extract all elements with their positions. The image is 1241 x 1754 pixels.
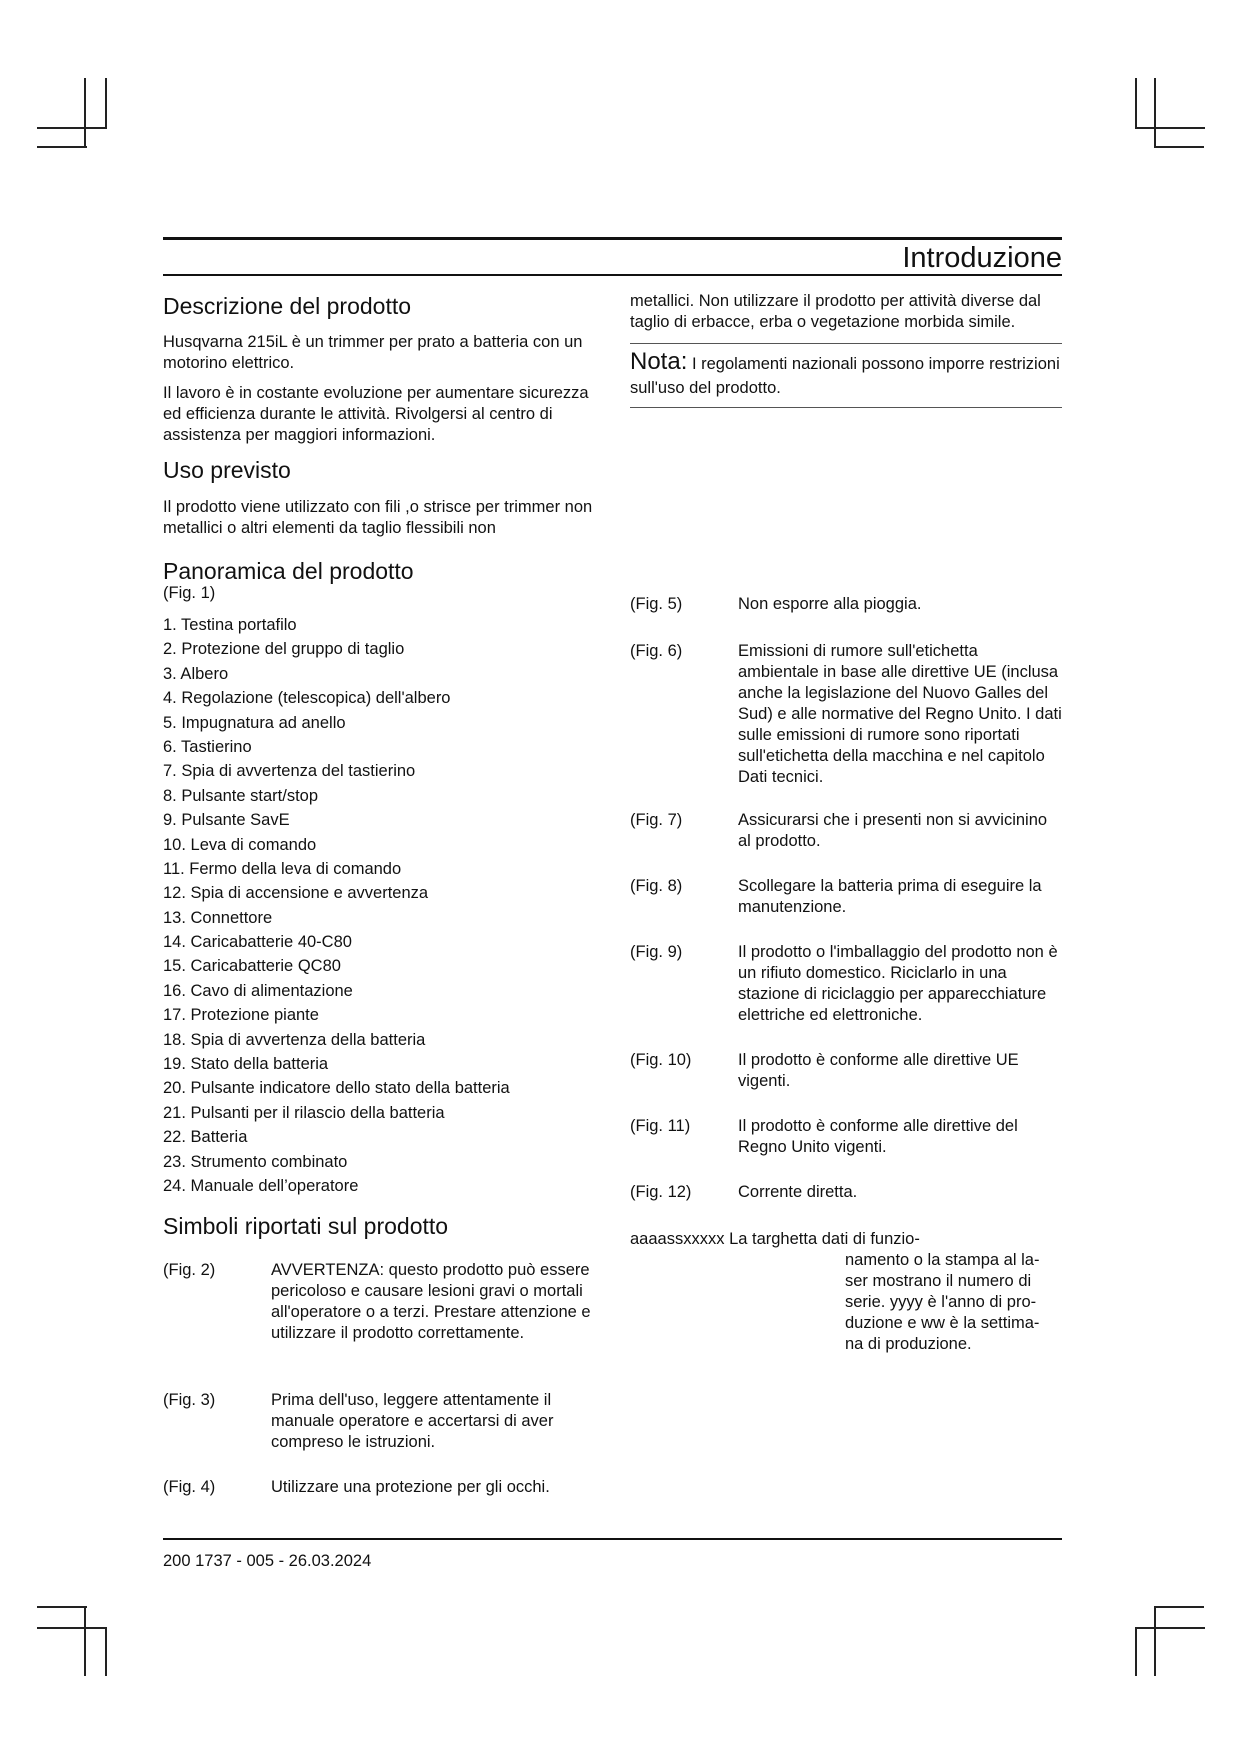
description-section [163, 292, 593, 446]
crop-mark-bottom-left-h2 [37, 1627, 107, 1629]
note-top-rule [630, 343, 1062, 344]
list-item: 14. Caricabatterie 40-C80 [163, 933, 352, 952]
description-heading: Descrizione del prodotto [163, 293, 412, 319]
symbol-entry-fig-3 [163, 1390, 593, 1453]
symbol-description: Il prodotto è conforme alle direttive UE vigenti. [738, 1051, 1019, 1090]
list-item: 17. Protezione piante [163, 1006, 319, 1025]
list-item: 20. Pulsante indicatore dello stato della batteria [163, 1079, 510, 1098]
list-item: 3. Albero [163, 664, 229, 683]
list-item: 6. Tastierino [163, 737, 252, 756]
intended-use-continued [630, 291, 1062, 333]
footer-rule [163, 1538, 1062, 1540]
symbol-fig-ref: (Fig. 7) [630, 811, 683, 829]
symbol-description: Prima dell'uso, leggere attentamente il manuale operatore e accertarsi di aver compreso le istruzioni. [271, 1391, 554, 1451]
crop-mark-top-left-v1 [84, 78, 86, 146]
description-paragraph-2: Il lavoro è in costante evoluzione per aumentare sicurezza ed efficienza durante le attività. Rivolgersi al centro di assistenza per maggiori informazioni. [163, 384, 589, 444]
symbol-entry-fig-8 [630, 876, 1062, 918]
symbol-entry-fig-6 [630, 641, 1062, 788]
intended-use-section [163, 456, 593, 539]
symbol-fig-ref: (Fig. 10) [630, 1051, 692, 1069]
symbol-entry-fig-4 [163, 1477, 593, 1498]
crop-mark-top-right-h1 [1135, 127, 1205, 129]
overview-list [163, 613, 593, 1198]
intended-use-continued-text: metallici. Non utilizzare il prodotto per attività diverse dal taglio di erbacce, erba o vegetazione morbida simile. [630, 292, 1041, 331]
symbol-fig-ref: (Fig. 3) [163, 1391, 216, 1409]
list-item: 13. Connettore [163, 908, 273, 927]
list-item: 15. Caricabatterie QC80 [163, 957, 341, 976]
crop-mark-bottom-right-v1 [1154, 1606, 1156, 1676]
list-item: 22. Batteria [163, 1128, 248, 1147]
note-bottom-rule [630, 407, 1062, 408]
serial-first-line: La targhetta dati di funzio- [729, 1230, 920, 1248]
list-item: 12. Spia di accensione e avvertenza [163, 884, 429, 903]
list-item: 24. Manuale dell’operatore [163, 1176, 359, 1195]
header-bottom-rule [163, 274, 1062, 276]
list-item: 8. Pulsante start/stop [163, 786, 319, 805]
symbol-entry-fig-5 [630, 594, 1062, 615]
symbol-description: Non esporre alla pioggia. [738, 595, 922, 613]
symbol-entry-fig-2 [163, 1260, 593, 1344]
list-item: 1. Testina portafilo [163, 616, 297, 634]
crop-mark-top-right-h2 [1154, 146, 1204, 148]
symbol-fig-ref: (Fig. 2) [163, 1261, 216, 1279]
list-item: 5. Impugnatura ad anello [163, 713, 346, 732]
footer-doc-id: 200 1737 - 005 - 26.03.2024 [163, 1552, 372, 1570]
list-item: 19. Stato della batteria [163, 1055, 329, 1074]
list-item: 23. Strumento combinato [163, 1152, 348, 1171]
symbol-description: AVVERTENZA: questo prodotto può essere pericoloso e causare lesioni gravi o mortali all'operatore o a terzi. Prestare attenzione e utilizzare il prodotto correttamente. [271, 1261, 591, 1342]
symbol-entry-fig-12 [630, 1182, 1062, 1203]
symbol-fig-ref: (Fig. 6) [630, 642, 683, 660]
crop-mark-bottom-left-v2 [105, 1627, 107, 1676]
symbol-fig-ref: (Fig. 9) [630, 943, 683, 961]
symbol-entry-fig-7 [630, 810, 1062, 852]
crop-mark-top-right-v1 [1135, 78, 1137, 128]
serial-code: aaaassxxxxx [630, 1230, 725, 1248]
symbol-description: Il prodotto o l'imballaggio del prodotto non è un rifiuto domestico. Riciclarlo in una stazione di riciclaggio per apparecchiature elettriche ed elettroniche. [738, 943, 1058, 1024]
symbols-heading-block [163, 1212, 593, 1240]
symbol-fig-ref: (Fig. 12) [630, 1183, 692, 1201]
symbol-description: Il prodotto è conforme alle direttive del Regno Unito vigenti. [738, 1117, 1018, 1156]
list-item: 2. Protezione del gruppo di taglio [163, 640, 405, 659]
list-item: 10. Leva di comando [163, 835, 317, 854]
symbol-entry-fig-9 [630, 942, 1062, 1026]
crop-mark-bottom-right-h2 [1135, 1627, 1205, 1629]
description-paragraph-1: Husqvarna 215iL è un trimmer per prato a batteria con un motorino elettrico. [163, 333, 583, 372]
list-item: 9. Pulsante SavE [163, 811, 290, 830]
symbol-description: Emissioni di rumore sull'etichetta ambientale in base alle direttive UE (inclusa anche la legislazione del Nuovo Galles del Sud) e alle normative del Regno Unito. I dati sulle emissioni di rumore sono riportati sull'etichetta della macchina e nel capitolo Dati tecnici. [738, 642, 1062, 786]
symbol-description: Assicurarsi che i presenti non si avvicinino al prodotto. [738, 811, 1048, 850]
symbol-fig-ref: (Fig. 5) [630, 595, 683, 613]
intended-use-paragraph: Il prodotto viene utilizzato con fili ,o strisce per trimmer non metallici o altri elementi da taglio flessibili non [163, 498, 593, 537]
crop-mark-bottom-right-h1 [1154, 1606, 1204, 1608]
intended-use-heading: Uso previsto [163, 457, 291, 483]
crop-mark-top-left-h2 [37, 146, 87, 148]
overview-section [163, 557, 593, 1198]
symbol-description: Utilizzare una protezione per gli occhi. [271, 1478, 550, 1496]
list-item: 7. Spia di avvertenza del tastierino [163, 762, 416, 781]
symbol-description: Corrente diretta. [738, 1183, 858, 1201]
symbol-entry-fig-10 [630, 1050, 1062, 1092]
crop-mark-top-right-v2 [1154, 78, 1156, 146]
list-item: 16. Cavo di alimentazione [163, 981, 353, 1000]
overview-heading: Panoramica del prodotto [163, 558, 414, 584]
list-item: 11. Fermo della leva di comando [163, 859, 402, 878]
list-item: 21. Pulsanti per il rilascio della batteria [163, 1103, 445, 1122]
crop-mark-bottom-right-v2 [1135, 1627, 1137, 1676]
note-text: I regolamenti nazionali possono imporre restrizioni sull'uso del prodotto. [630, 355, 1060, 397]
overview-fig-ref: (Fig. 1) [163, 584, 216, 602]
note-block [630, 350, 1062, 400]
note-label: Nota: [630, 348, 688, 375]
crop-mark-bottom-left-v1 [84, 1606, 86, 1676]
page-title: Introduzione [902, 242, 1062, 274]
symbols-heading: Simboli riportati sul prodotto [163, 1213, 449, 1239]
symbol-entry-fig-11 [630, 1116, 1062, 1158]
serial-number-block [630, 1229, 1062, 1355]
symbol-fig-ref: (Fig. 11) [630, 1117, 691, 1135]
crop-mark-top-left-h1 [37, 127, 107, 129]
serial-description: namento o la stampa al la-ser mostrano il numero di serie. yyyy è l'anno di pro-duzione e ww è la settima-na di produzione. [845, 1251, 1040, 1353]
symbol-fig-ref: (Fig. 8) [630, 877, 683, 895]
symbol-description: Scollegare la batteria prima di eseguire la manutenzione. [738, 877, 1042, 916]
header-top-rule [163, 237, 1062, 240]
list-item: 18. Spia di avvertenza della batteria [163, 1030, 426, 1049]
symbol-fig-ref: (Fig. 4) [163, 1478, 216, 1496]
crop-mark-top-left-v2 [105, 78, 107, 128]
crop-mark-bottom-left-h1 [37, 1606, 87, 1608]
list-item: 4. Regolazione (telescopica) dell'albero [163, 689, 451, 708]
